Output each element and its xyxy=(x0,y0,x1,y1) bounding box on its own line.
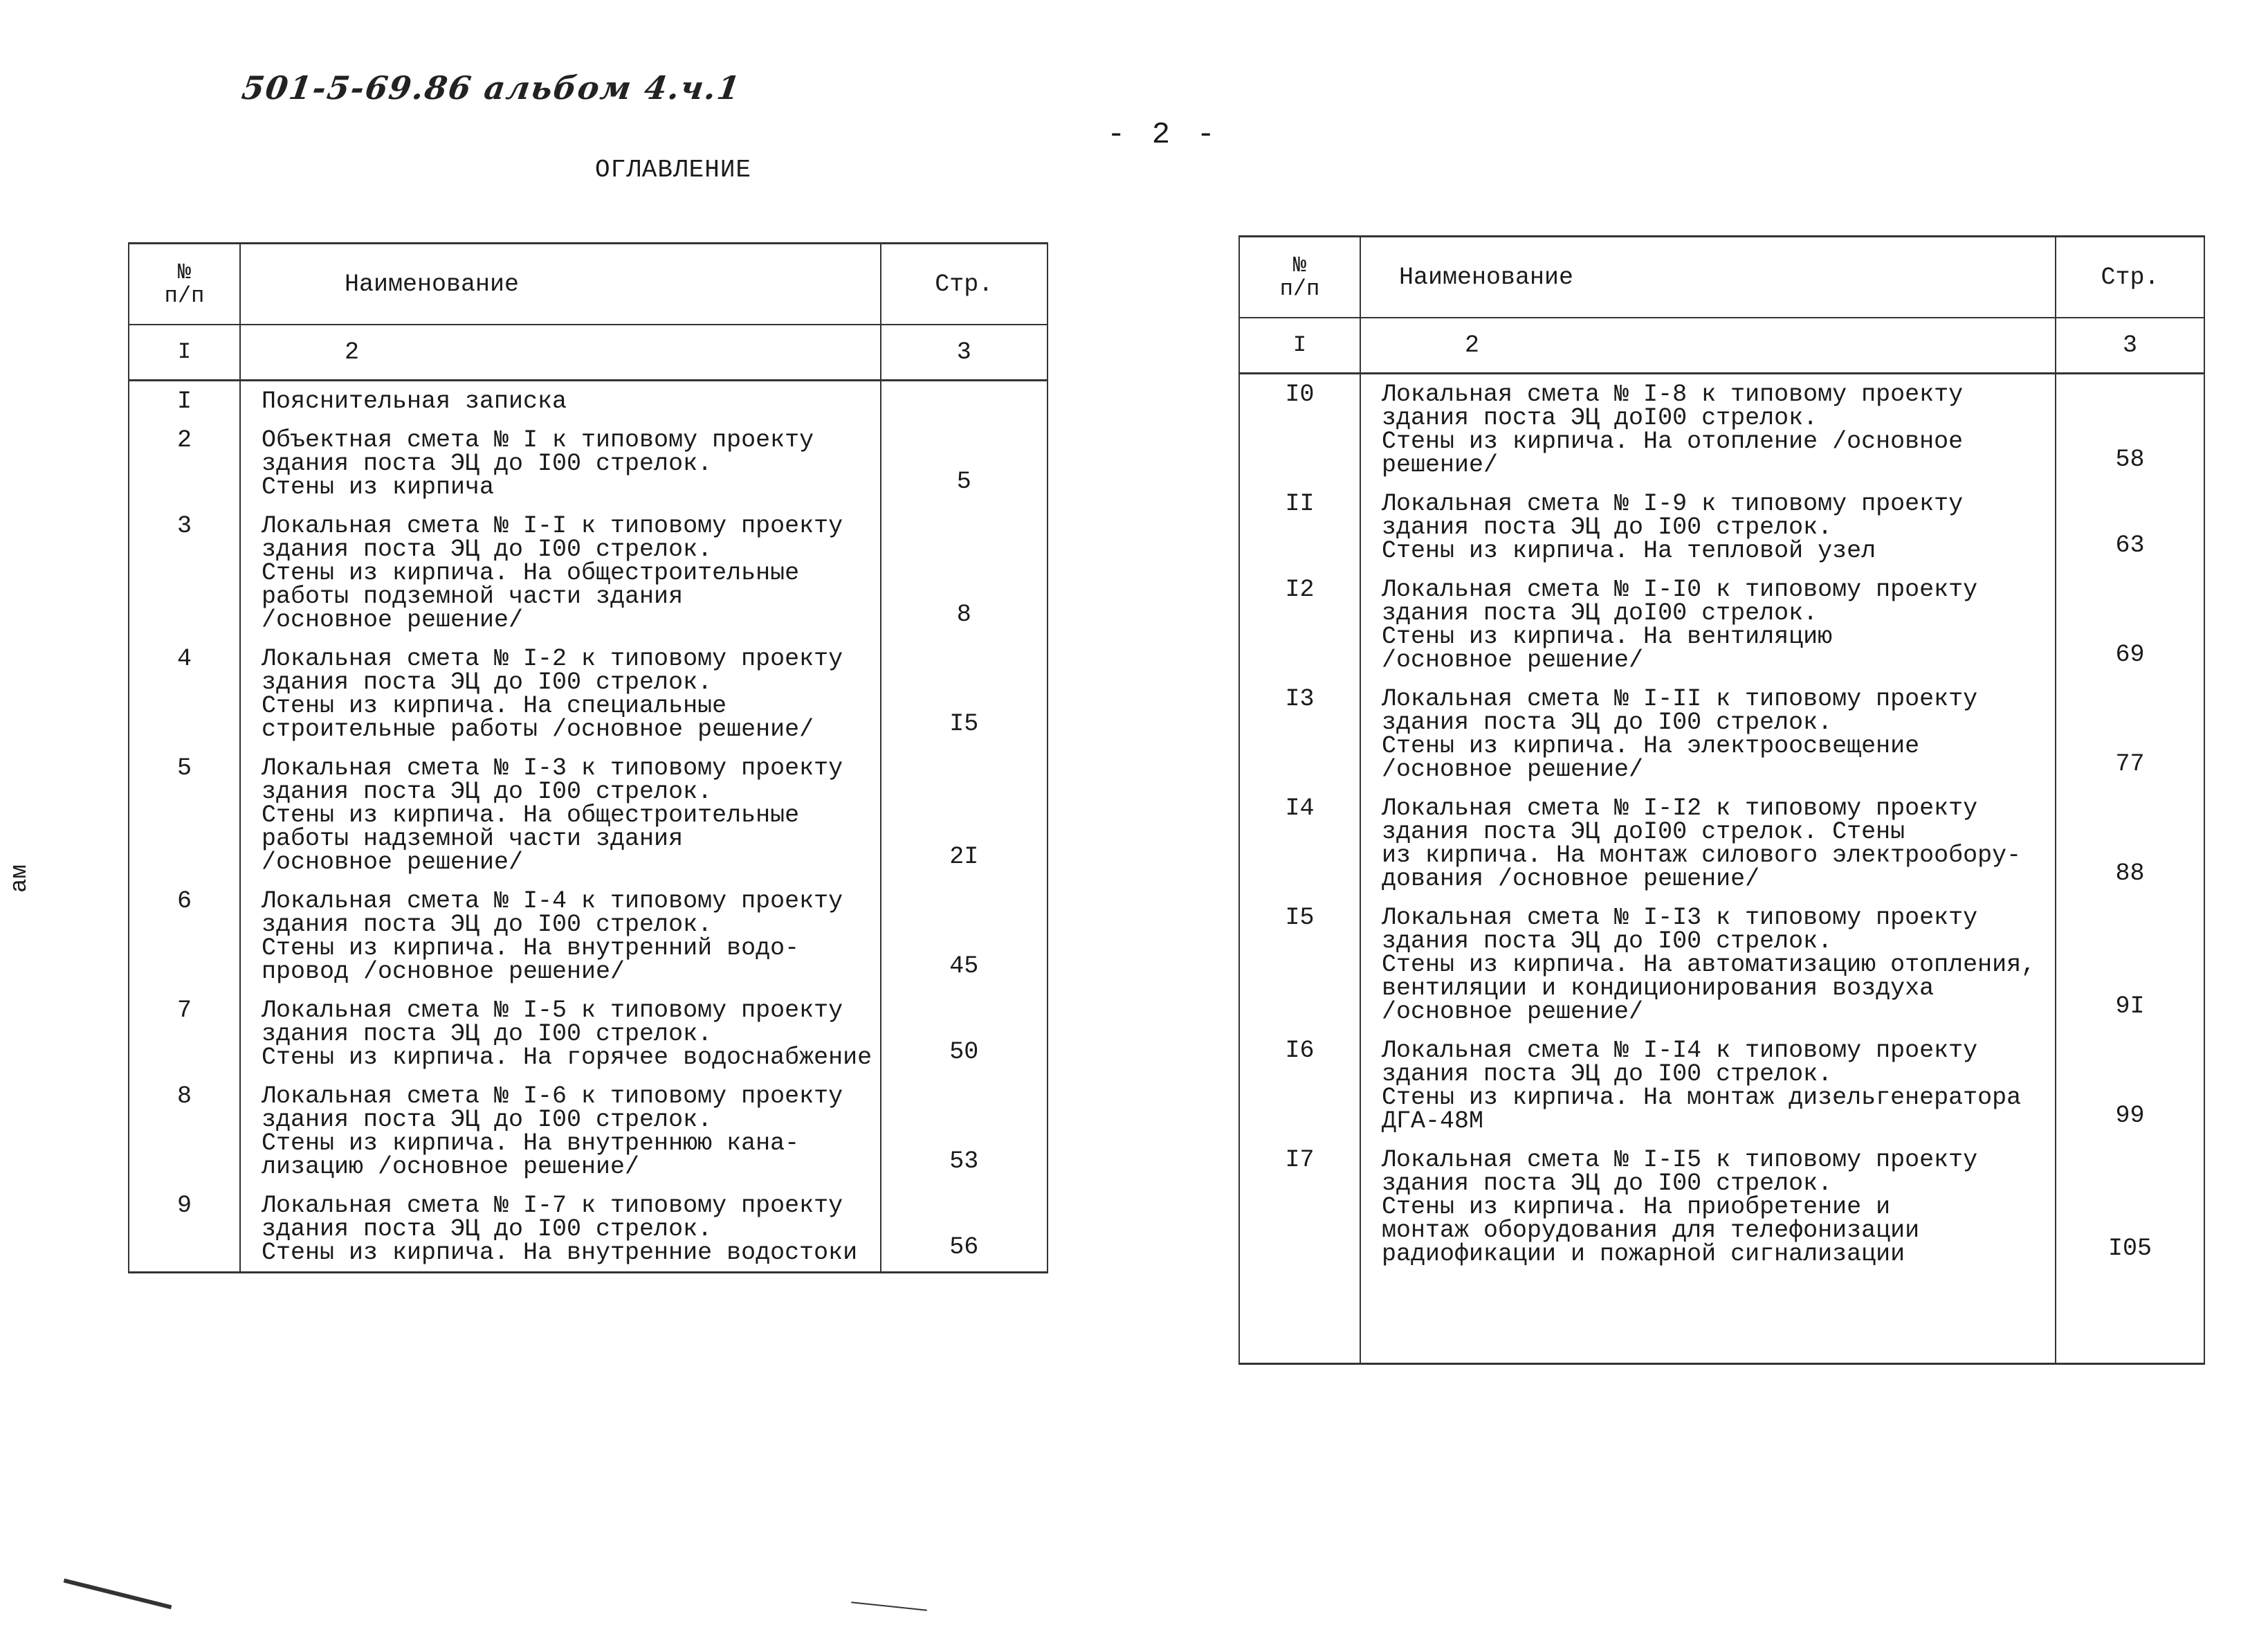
table-row xyxy=(129,1076,1048,1186)
row-page: 63 xyxy=(2115,532,2145,559)
table-row xyxy=(129,990,1048,1076)
table-row xyxy=(129,506,1048,639)
row-name-cell xyxy=(1360,679,2056,788)
row-number: I2 xyxy=(1285,576,1315,603)
row-name: Пояснительная записка xyxy=(261,388,567,415)
row-page: 58 xyxy=(2115,446,2145,473)
scan-mark xyxy=(851,1601,927,1610)
row-page-cell xyxy=(2056,1140,2204,1273)
row-name-cell xyxy=(240,381,881,421)
row-page: 69 xyxy=(2115,641,2145,669)
table-row xyxy=(1239,484,2204,570)
row-page-cell xyxy=(881,506,1048,639)
page-number: - 2 - xyxy=(1107,118,1220,152)
row-number-cell xyxy=(1239,679,1360,788)
row-number: 8 xyxy=(176,1082,192,1110)
header-page: Стр. xyxy=(2056,237,2204,318)
scan-mark xyxy=(64,1579,172,1610)
table-header-row xyxy=(1239,237,2204,318)
table-row xyxy=(1239,898,2204,1031)
table-row xyxy=(1239,1031,2204,1140)
row-number: 2 xyxy=(176,426,192,454)
table-header-row xyxy=(129,244,1048,325)
row-number-cell xyxy=(1239,1140,1360,1273)
row-number: 9 xyxy=(176,1192,192,1219)
row-page-cell xyxy=(2056,1031,2204,1140)
table-row xyxy=(129,420,1048,506)
row-number: 3 xyxy=(176,512,192,540)
row-page-cell xyxy=(881,748,1048,881)
header-number: № п/п xyxy=(129,244,240,325)
table-body-right xyxy=(1239,374,2204,1364)
row-number-cell xyxy=(129,990,240,1076)
row-name: Локальная смета № I-I3 к типовому проекту здания поста ЭЦ до I00 стрелок. Стены из кирпича. На автоматизацию отопления, вентиляции и кондиционирования воздуха /основное решение/ xyxy=(1382,904,2036,1026)
row-page-cell xyxy=(2056,679,2204,788)
empty-cell xyxy=(1239,1273,1360,1364)
column-number-row xyxy=(129,325,1048,381)
row-name: Локальная смета № I-I к типовому проекту здания поста ЭЦ до I00 стрелок. Стены из кирпича. На общестроительные работы подземной части здания /основное решение/ xyxy=(261,512,843,634)
row-page-cell xyxy=(2056,374,2204,484)
row-name-cell xyxy=(1360,374,2056,484)
row-number: I5 xyxy=(1285,904,1315,932)
row-name: Локальная смета № I-2 к типовому проекту здания поста ЭЦ до I00 стрелок. Стены из кирпича. На специальные строительные работы /основное решение/ xyxy=(261,645,843,743)
row-page: 99 xyxy=(2115,1102,2145,1129)
header-number: № п/п xyxy=(1239,237,1360,318)
row-name-cell xyxy=(240,748,881,881)
row-number: II xyxy=(1285,490,1315,518)
table-row xyxy=(129,639,1048,748)
row-name: Локальная смета № I-3 к типовому проекту здания поста ЭЦ до I00 стрелок. Стены из кирпича. На общестроительные работы надземной части здания /основное решение/ xyxy=(261,754,843,876)
row-name-cell xyxy=(1360,1031,2056,1140)
row-page: 53 xyxy=(949,1147,979,1175)
row-page: 5 xyxy=(956,468,971,496)
column-number-1: I xyxy=(129,325,240,381)
page-title: ОГЛАВЛЕНИЕ xyxy=(595,156,752,184)
row-page: 9I xyxy=(2115,992,2145,1020)
row-page: 2I xyxy=(949,843,979,871)
row-page-cell xyxy=(881,639,1048,748)
row-number: 7 xyxy=(176,997,192,1024)
contents-table-left xyxy=(128,242,1048,1273)
row-page-cell xyxy=(881,1076,1048,1186)
row-number-cell xyxy=(129,420,240,506)
row-number-cell xyxy=(1239,898,1360,1031)
row-name-cell xyxy=(1360,484,2056,570)
row-page-cell xyxy=(881,381,1048,421)
empty-cell xyxy=(2056,1273,2204,1364)
header-name: Наименование xyxy=(240,244,881,325)
table-row xyxy=(1239,788,2204,898)
row-name-cell xyxy=(240,990,881,1076)
column-number-2: 2 xyxy=(240,325,881,381)
row-number: I xyxy=(176,388,192,415)
row-name: Локальная смета № I-II к типовому проекту здания поста ЭЦ до I00 стрелок. Стены из кирпича. На электроосвещение /основное решение/ xyxy=(1382,685,1978,783)
row-name-cell xyxy=(240,420,881,506)
row-page-cell xyxy=(881,881,1048,990)
row-name-cell xyxy=(240,1186,881,1273)
row-number-cell xyxy=(1239,788,1360,898)
row-number: 6 xyxy=(176,887,192,915)
row-page-cell xyxy=(2056,484,2204,570)
column-number-3: 3 xyxy=(2056,318,2204,374)
column-number-2: 2 xyxy=(1360,318,2056,374)
table-body-left xyxy=(129,381,1048,1273)
row-page-cell xyxy=(881,990,1048,1076)
row-number-cell xyxy=(129,1186,240,1273)
row-number-cell xyxy=(1239,570,1360,679)
row-page: 56 xyxy=(949,1233,979,1261)
table-row-filler xyxy=(1239,1273,2204,1364)
row-page xyxy=(881,408,1047,420)
row-page-cell xyxy=(2056,898,2204,1031)
row-page: I05 xyxy=(2107,1235,2152,1262)
row-name: Локальная смета № I-I0 к типовому проекту здания поста ЭЦ доI00 стрелок. Стены из кирпича. На вентиляцию /основное решение/ xyxy=(1382,576,1978,674)
column-number-row xyxy=(1239,318,2204,374)
column-number-1: I xyxy=(1239,318,1360,374)
row-number-cell xyxy=(129,1076,240,1186)
row-name: Локальная смета № I-8 к типовому проекту здания поста ЭЦ доI00 стрелок. Стены из кирпича. На отопление /основное решение/ xyxy=(1382,381,1964,479)
row-page-cell xyxy=(2056,788,2204,898)
row-name: Объектная смета № I к типовому проекту здания поста ЭЦ до I00 стрелок. Стены из кирпича xyxy=(261,426,814,501)
row-page: 45 xyxy=(949,952,979,980)
table-row xyxy=(129,748,1048,881)
row-page: 88 xyxy=(2115,860,2145,887)
row-page-cell xyxy=(881,1186,1048,1273)
margin-mark: ам xyxy=(7,864,33,893)
row-name-cell xyxy=(1360,1140,2056,1273)
row-number-cell xyxy=(1239,484,1360,570)
row-number: 4 xyxy=(176,645,192,673)
row-name: Локальная смета № I-I5 к типовому проекту здания поста ЭЦ до I00 стрелок. Стены из кирпича. На приобретение и монтаж оборудования для телефонизации радиофикации и пожарной сигнализации xyxy=(1382,1146,1978,1268)
row-page: 77 xyxy=(2115,750,2145,778)
row-name-cell xyxy=(240,881,881,990)
table-row xyxy=(129,1186,1048,1273)
header-name: Наименование xyxy=(1360,237,2056,318)
row-number-cell xyxy=(129,506,240,639)
table-row xyxy=(1239,374,2204,484)
row-number: I0 xyxy=(1285,381,1315,408)
row-name: Локальная смета № I-6 к типовому проекту здания поста ЭЦ до I00 стрелок. Стены из кирпича. На внутреннюю кана- лизацию /основное решение/ xyxy=(261,1082,843,1181)
row-name: Локальная смета № I-9 к типовому проекту здания поста ЭЦ до I00 стрелок. Стены из кирпича. На тепловой узел xyxy=(1382,490,1964,565)
table-row xyxy=(129,381,1048,421)
row-name: Локальная смета № I-5 к типовому проекту здания поста ЭЦ до I00 стрелок. Стены из кирпича. На горячее водоснабжение xyxy=(261,997,872,1071)
handwritten-album-reference: 501-5-69.86 альбом 4.ч.1 xyxy=(239,69,744,107)
row-number-cell xyxy=(129,639,240,748)
row-number: I4 xyxy=(1285,795,1315,822)
row-number-cell xyxy=(129,381,240,421)
column-number-3: 3 xyxy=(881,325,1048,381)
table-row xyxy=(1239,679,2204,788)
row-number-cell xyxy=(1239,374,1360,484)
row-name: Локальная смета № I-7 к типовому проекту здания поста ЭЦ до I00 стрелок. Стены из кирпича. На внутренние водостоки xyxy=(261,1192,858,1267)
row-page: 50 xyxy=(949,1038,979,1066)
row-name-cell xyxy=(240,506,881,639)
row-name-cell xyxy=(240,639,881,748)
row-number-cell xyxy=(129,881,240,990)
row-number: I7 xyxy=(1285,1146,1315,1174)
row-name: Локальная смета № I-4 к типовому проекту здания поста ЭЦ до I00 стрелок. Стены из кирпича. На внутренний водо- провод /основное решение/ xyxy=(261,887,843,986)
table-row xyxy=(1239,1140,2204,1273)
row-name-cell xyxy=(1360,898,2056,1031)
row-page-cell xyxy=(2056,570,2204,679)
row-number: I3 xyxy=(1285,685,1315,713)
row-name-cell xyxy=(1360,788,2056,898)
row-page: I5 xyxy=(949,710,979,738)
row-name-cell xyxy=(1360,570,2056,679)
row-name: Локальная смета № I-I2 к типовому проекту здания поста ЭЦ доI00 стрелок. Стены из кирпича. На монтаж силового электрообору- дования /основное решение/ xyxy=(1382,795,2022,893)
row-number: 5 xyxy=(176,754,192,782)
contents-table-right xyxy=(1238,235,2205,1365)
row-name: Локальная смета № I-I4 к типовому проекту здания поста ЭЦ до I00 стрелок. Стены из кирпича. На монтаж дизельгенератора ДГА-48М xyxy=(1382,1037,2022,1135)
header-page: Стр. xyxy=(881,244,1048,325)
empty-cell xyxy=(1360,1273,2056,1364)
row-page-cell xyxy=(881,420,1048,506)
row-page: 8 xyxy=(956,601,971,628)
row-number: I6 xyxy=(1285,1037,1315,1064)
row-name-cell xyxy=(240,1076,881,1186)
table-row xyxy=(129,881,1048,990)
row-number-cell xyxy=(1239,1031,1360,1140)
row-number-cell xyxy=(129,748,240,881)
table-row xyxy=(1239,570,2204,679)
